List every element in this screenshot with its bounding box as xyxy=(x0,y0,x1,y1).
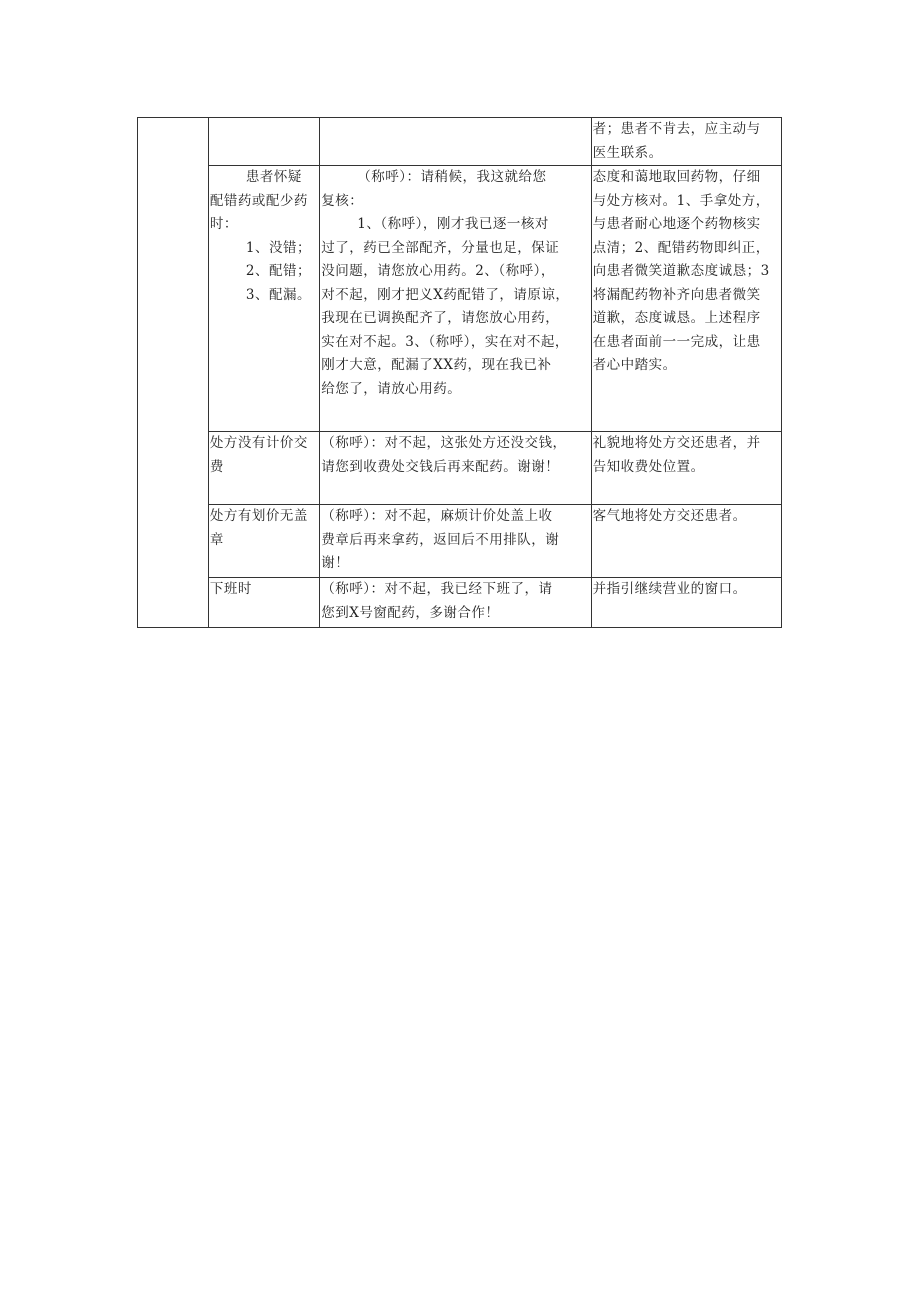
situation-cell xyxy=(208,118,319,166)
situation-line: 3、配漏。 xyxy=(245,286,311,303)
script-line: 给您了，请放心用药。 xyxy=(321,380,462,397)
action-line: 医生联系。 xyxy=(592,144,663,161)
action-line: 将漏配药物补齐向患者微笑 xyxy=(592,286,761,303)
situation-line: 处方有划价无盖 xyxy=(209,508,308,524)
script-cell xyxy=(320,118,591,166)
script-line: 对不起，刚才把义X药配错了，请原谅， xyxy=(321,286,570,303)
script-line: 实在对不起。3、（称呼），实在对不起， xyxy=(321,333,569,350)
situation-line: 配错药或配少药 xyxy=(209,192,308,209)
table-row xyxy=(138,432,782,505)
script-cell xyxy=(320,505,591,578)
script-line: （称呼）：对不起，我已经下班了，请 xyxy=(321,581,553,597)
situation-line: 章 xyxy=(209,531,224,548)
category-cell xyxy=(138,118,209,628)
situation-cell xyxy=(208,578,319,628)
action-line: 与患者耐心地逐个药物核实 xyxy=(592,216,761,232)
action-line: 在患者面前一一完成，让患 xyxy=(592,333,761,350)
script-line: 1、（称呼），刚才我已逐一核对 xyxy=(357,216,549,232)
situation-line: 时： xyxy=(209,216,238,232)
action-cell xyxy=(591,118,781,166)
script-line: 您到X号窗配药，多谢合作！ xyxy=(321,604,500,621)
script-cell xyxy=(320,578,591,628)
action-line: 者；患者不肯去，应主动与 xyxy=(592,121,761,137)
table-row xyxy=(138,505,782,578)
situation-cell xyxy=(208,166,319,432)
action-cell xyxy=(591,166,781,432)
table-row xyxy=(138,166,782,432)
action-cell xyxy=(591,432,781,505)
script-cell xyxy=(320,166,591,432)
action-line: 并指引继续营业的窗口。 xyxy=(592,581,747,597)
action-line: 点清；2、配错药物即纠正， xyxy=(592,239,770,256)
situation-cell xyxy=(208,432,319,505)
script-line: 谢！ xyxy=(321,555,350,571)
situation-line: 下班时 xyxy=(209,581,252,597)
script-line: 我现在已调换配齐了，请您放心用药， xyxy=(321,310,560,326)
script-line: 没问题，请您放心用药。2、（称呼）， xyxy=(321,263,555,279)
table-row xyxy=(138,578,782,628)
situation-line: 处方没有计价交 xyxy=(209,435,308,451)
script-line: （称呼）：请稍候，我这就给您 xyxy=(357,169,547,185)
script-line: 请您到收费处交钱后再来配药。谢谢！ xyxy=(321,458,560,475)
action-line: 向患者微笑道歉态度诚恳；3 xyxy=(592,263,770,279)
script-line: 过了，药已全部配齐，分量也足，保证 xyxy=(321,239,560,256)
action-line: 道歉，态度诚恳。上述程序 xyxy=(592,310,761,326)
script-line: 费章后再来拿药，返回后不用排队，谢 xyxy=(321,531,560,548)
action-line: 客气地将处方交还患者。 xyxy=(592,508,747,524)
situation-line: 患者怀疑 xyxy=(245,169,302,185)
script-line: 复核： xyxy=(321,192,364,209)
action-line: 者心中踏实。 xyxy=(592,357,677,373)
situation-cell xyxy=(208,505,319,578)
script-line: 刚才大意，配漏了XX药，现在我已补 xyxy=(321,357,552,373)
action-cell xyxy=(591,578,781,628)
situation-line: 1、没错； xyxy=(245,239,311,256)
situation-line: 2、配错； xyxy=(245,263,311,279)
script-cell xyxy=(320,432,591,505)
service-script-table xyxy=(137,117,782,628)
situation-line: 费 xyxy=(209,458,224,475)
action-line: 态度和蔼地取回药物，仔细 xyxy=(592,169,761,185)
action-line: 告知收费处位置。 xyxy=(592,458,705,475)
script-line: （称呼）：对不起，这张处方还没交钱， xyxy=(321,435,567,451)
table-row xyxy=(138,118,782,166)
action-cell xyxy=(591,505,781,578)
script-line: （称呼）：对不起，麻烦计价处盖上收 xyxy=(321,508,553,524)
action-line: 礼貌地将处方交还患者，并 xyxy=(592,435,761,451)
action-line: 与处方核对。1、手拿处方， xyxy=(592,192,770,209)
